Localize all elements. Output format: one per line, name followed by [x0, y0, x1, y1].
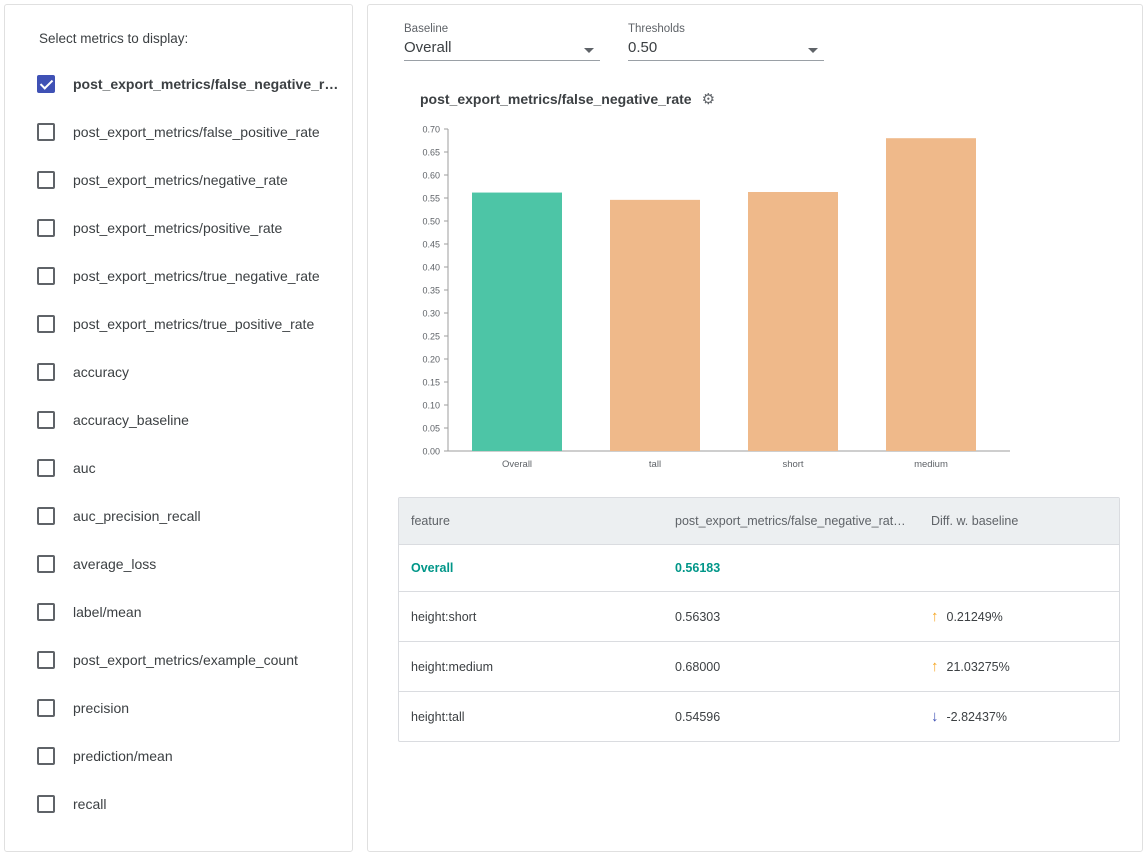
cell-diff: [919, 642, 1119, 692]
cell-diff: [919, 692, 1119, 742]
chart-canvas: [404, 121, 1104, 481]
cell-feature: height:medium: [399, 642, 663, 692]
chevron-down-icon[interactable]: [808, 48, 818, 53]
metrics-table: [398, 497, 1120, 742]
y-axis-tick-label: 0.00: [422, 446, 440, 457]
table-header-row: [399, 498, 1119, 545]
metric-label: post_export_metrics/example_count: [73, 652, 298, 668]
table-row[interactable]: [399, 592, 1119, 642]
metric-label: auc: [73, 460, 96, 476]
baseline-label: Baseline: [404, 23, 449, 35]
metric-label: accuracy: [73, 364, 130, 380]
metric-checkbox[interactable]: [37, 459, 55, 477]
y-axis-tick-label: 0.55: [422, 193, 440, 204]
chart-bar[interactable]: [610, 200, 700, 451]
cell-feature: height:short: [399, 592, 663, 642]
x-axis-tick-label: short: [782, 459, 804, 470]
metric-row[interactable]: [5, 732, 352, 780]
thresholds-label: Thresholds: [628, 23, 685, 35]
cell-feature: Overall: [399, 545, 663, 592]
y-axis-tick-label: 0.30: [422, 308, 440, 319]
metric-label: average_loss: [73, 556, 157, 572]
metric-checkbox[interactable]: [37, 363, 55, 381]
metrics-list: [5, 60, 352, 828]
x-axis-tick-label: tall: [648, 459, 662, 470]
table-body: [399, 545, 1119, 742]
y-axis-tick-label: 0.45: [422, 239, 440, 250]
chart-header: [390, 91, 1120, 107]
baseline-value: Overall: [404, 39, 452, 56]
metric-checkbox[interactable]: [37, 411, 55, 429]
chart-title: post_export_metrics/false_negative_rate: [420, 91, 692, 107]
table-row[interactable]: [399, 642, 1119, 692]
cell-diff: [919, 545, 1119, 592]
column-header-diff: Diff. w. baseline: [919, 498, 1119, 545]
arrow-up-icon: ↑: [931, 658, 939, 675]
y-axis-tick-label: 0.05: [422, 423, 440, 434]
y-axis-tick-label: 0.10: [422, 400, 440, 411]
cell-metric: 0.68000: [663, 642, 919, 692]
gear-icon[interactable]: ⚙: [701, 90, 716, 108]
y-axis-tick-label: 0.35: [422, 285, 440, 296]
table: [399, 498, 1119, 741]
metric-label: post_export_metrics/true_positive_rate: [73, 316, 315, 332]
metric-row[interactable]: [5, 588, 352, 636]
y-axis-tick-label: 0.60: [422, 170, 440, 181]
x-axis-tick-label: Overall: [501, 459, 533, 470]
metric-checkbox[interactable]: [37, 267, 55, 285]
metric-checkbox[interactable]: [37, 603, 55, 621]
metric-checkbox[interactable]: [37, 747, 55, 765]
bar-chart: [390, 121, 1120, 481]
panel-title: Select metrics to display:: [39, 31, 189, 46]
metric-checkbox[interactable]: [37, 123, 55, 141]
x-axis-tick-label: medium: [914, 459, 948, 470]
metric-row[interactable]: [5, 204, 352, 252]
y-axis-tick-label: 0.25: [422, 331, 440, 342]
metric-row[interactable]: [5, 540, 352, 588]
metric-row[interactable]: [5, 300, 352, 348]
y-axis-tick-label: 0.40: [422, 262, 440, 273]
y-axis-tick-label: 0.20: [422, 354, 440, 365]
metric-row[interactable]: [5, 348, 352, 396]
metrics-panel: [4, 4, 353, 852]
metric-checkbox[interactable]: [37, 795, 55, 813]
metric-label: prediction/mean: [73, 748, 173, 764]
table-row[interactable]: [399, 545, 1119, 592]
metric-label: post_export_metrics/negative_rate: [73, 172, 288, 188]
metric-checkbox[interactable]: [37, 219, 55, 237]
metric-checkbox[interactable]: [37, 555, 55, 573]
y-axis-tick-label: 0.50: [422, 216, 440, 227]
arrow-down-icon: ↓: [931, 708, 939, 725]
metric-row[interactable]: [5, 108, 352, 156]
metric-label: label/mean: [73, 604, 142, 620]
table-head: [399, 498, 1119, 545]
cell-metric: 0.56183: [663, 545, 919, 592]
thresholds-select[interactable]: [628, 23, 824, 61]
baseline-select[interactable]: [404, 23, 600, 61]
metric-label: post_export_metrics/true_negative_rate: [73, 268, 320, 284]
cell-metric: 0.54596: [675, 709, 721, 724]
metric-row[interactable]: [5, 492, 352, 540]
arrow-up-icon: ↑: [931, 608, 939, 625]
cell-diff: [919, 592, 1119, 642]
cell-metric: 0.56303: [663, 592, 919, 642]
diff-value: 0.21249%: [946, 609, 1003, 624]
controls-row: [390, 23, 1120, 61]
diff-value: -2.82437%: [946, 709, 1007, 724]
metric-label: post_export_metrics/positive_rate: [73, 220, 283, 236]
chart-bar[interactable]: [748, 192, 838, 451]
metric-label: precision: [73, 700, 130, 716]
metric-row[interactable]: [5, 156, 352, 204]
metric-checkbox[interactable]: [37, 75, 55, 93]
metric-row[interactable]: [5, 684, 352, 732]
y-axis-tick-label: 0.65: [422, 147, 440, 158]
metric-label: accuracy_baseline: [73, 412, 189, 428]
metric-label: auc_precision_recall: [73, 508, 201, 524]
y-axis-tick-label: 0.70: [422, 124, 440, 135]
chevron-down-icon[interactable]: [584, 48, 594, 53]
metric-checkbox[interactable]: [37, 315, 55, 333]
metric-row[interactable]: [5, 396, 352, 444]
metric-checkbox[interactable]: [37, 507, 55, 525]
metric-row[interactable]: [5, 636, 352, 684]
metric-label: recall: [73, 796, 107, 812]
metric-checkbox[interactable]: [37, 171, 55, 189]
metric-row[interactable]: [5, 444, 352, 492]
metric-checkbox[interactable]: [37, 699, 55, 717]
metric-label: post_export_metrics/false_positive_rate: [73, 124, 320, 140]
cell-feature: height:tall: [411, 709, 465, 724]
metric-row[interactable]: [5, 60, 352, 108]
column-header-feature: feature: [399, 498, 663, 545]
visualization-panel: [367, 4, 1143, 852]
diff-value: 21.03275%: [946, 659, 1010, 674]
chart-bar[interactable]: [886, 138, 976, 451]
y-axis-tick-label: 0.15: [422, 377, 440, 388]
metric-label: post_export_metrics/false_negative_r…: [73, 76, 339, 92]
column-header-metric: post_export_metrics/false_negative_rat…: [663, 498, 919, 545]
thresholds-value: 0.50: [628, 39, 658, 56]
metric-row[interactable]: [5, 780, 352, 828]
metric-checkbox[interactable]: [37, 651, 55, 669]
table-row[interactable]: [399, 692, 1119, 742]
metric-row[interactable]: [5, 252, 352, 300]
chart-bar[interactable]: [472, 193, 562, 451]
